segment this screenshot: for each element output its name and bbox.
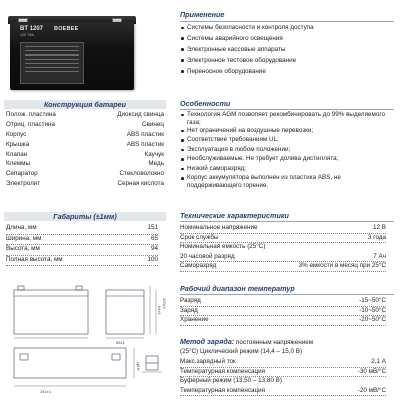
specs-table <box>180 224 386 272</box>
table-row: Хранение -20~50°C <box>180 316 386 326</box>
table-row: Отриц. пластина Свинец <box>6 120 164 128</box>
battery-brand-logo: BOEBEE <box>54 26 79 32</box>
list-item: Системы аварийного освещения <box>180 35 394 46</box>
features-rule <box>180 109 394 110</box>
drawing-top-label: ЦЕН <box>136 362 141 371</box>
features-list <box>180 111 394 190</box>
table-row: Электролит Серная кислота <box>6 180 164 188</box>
temperature-rule <box>180 294 394 295</box>
list-item: Системы безопасности и контроля доступа <box>180 24 394 35</box>
dimensions-table <box>6 224 158 266</box>
table-row: Макс.зарядный ток 2,1 А <box>180 358 386 368</box>
table-row: Номинальное напряжение 12 В <box>180 224 386 234</box>
drawing-height-label: 94±1 <box>157 306 162 315</box>
charge-heading <box>180 338 394 347</box>
battery-sticker <box>20 42 84 84</box>
drawing-side-view <box>106 286 156 338</box>
list-item: Соответствие требованиям UL; <box>180 136 394 146</box>
table-row: Полная высота, мм 100 <box>6 256 158 267</box>
drawing-width-label: 65±1 <box>116 340 125 345</box>
features-title: Особенности <box>180 99 231 108</box>
table-row: Полож. пластина Диоксид свинца <box>6 111 164 118</box>
table-row: Ширина, мм 65 <box>6 235 158 246</box>
dimensions-title: Габариты (±1мм) <box>53 211 117 221</box>
table-row: Саморазряд 3% емкости в месяц при 25°C <box>180 262 386 272</box>
specs-title: Технические характеристики <box>180 211 289 220</box>
table-row: Номинальная емкость (25°C) <box>180 243 266 251</box>
charge-cyclic: (25°C) Циклический режим (14,4 – 15,0 В) <box>180 348 303 355</box>
drawing-front-view <box>14 286 88 338</box>
table-row: Крышка ABS пластик <box>6 140 164 148</box>
table-row: Клеммы Медь <box>6 160 164 168</box>
list-item: Электронные кассовые аппараты <box>180 46 394 57</box>
list-item: Эксплуатация в любом положении; <box>180 146 394 156</box>
application-title: Применение <box>180 10 225 19</box>
charge-intro: постоянным напряжением <box>235 339 314 346</box>
battery-drawings <box>0 276 176 400</box>
battery-model: BT 1207 <box>20 26 44 32</box>
temperature-title: Рабочий диапазон температур <box>180 284 295 293</box>
table-row: Сепаратор Стекловолокно <box>6 170 164 178</box>
list-item: Корпус аккумулятора выполнен из пластика ABS, не поддерживающего горение. <box>180 174 394 190</box>
charge-table <box>180 358 386 396</box>
charge-title: Метод заряда: <box>180 337 235 346</box>
construction-title: Конструкция батареи <box>44 99 126 109</box>
table-row: Температурная компенсация -20 мВ/°C <box>180 387 386 397</box>
battery-image <box>4 8 142 92</box>
list-item: Переносное оборудование <box>180 68 394 79</box>
drawing-terminal-detail <box>142 356 162 372</box>
battery-voltage: 12V 7Ah <box>20 33 34 37</box>
table-row: 20 часовой разряд 7 Ач <box>180 253 386 263</box>
table-row: Корпус ABS пластик <box>6 130 164 138</box>
table-row: Срок службы 3 года <box>180 234 386 244</box>
temperature-table <box>180 297 386 326</box>
table-row: Заряд -10~50°C <box>180 307 386 317</box>
table-row: Буферный режим (13,50 – 13,80 В) <box>180 377 282 385</box>
drawing-top-view <box>14 348 134 386</box>
table-row: Температурная компенсация -30 мВ/°C <box>180 368 386 378</box>
specs-rule <box>180 221 394 222</box>
application-list <box>180 24 394 78</box>
list-item: Необслуживаемые. Не требует долива дистиллята; <box>180 155 394 165</box>
application-rule <box>180 21 394 22</box>
table-row: Высота, мм 94 <box>6 245 158 256</box>
list-item: Электронное тестовое оборудование <box>180 57 394 68</box>
table-row: Разряд -15~50°C <box>180 297 386 307</box>
construction-table <box>6 111 164 190</box>
table-row: Клапан Каучук <box>6 150 164 158</box>
drawing-length-label: 151±1 <box>40 389 52 394</box>
list-item: Технология AGM позволяет рекомбинировать до 99% выделяемого газа; <box>180 111 394 127</box>
list-item: Нет ограничений на воздушные перевозки; <box>180 127 394 137</box>
drawing-full-height-label: 100±1 <box>162 298 167 310</box>
table-row: Длина, мм 151 <box>6 224 158 235</box>
list-item: Низкий саморазряд; <box>180 165 394 175</box>
